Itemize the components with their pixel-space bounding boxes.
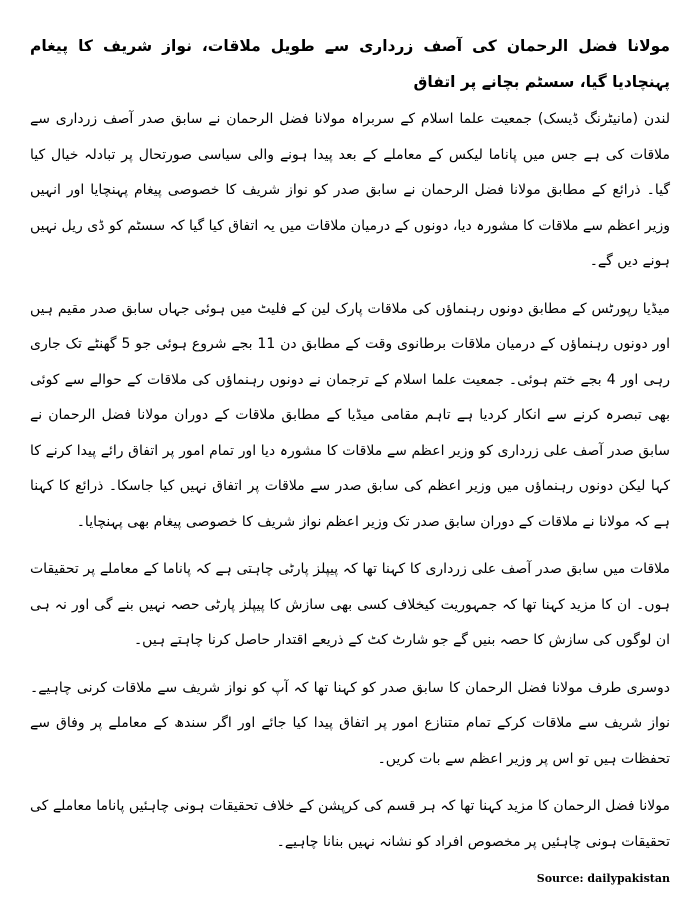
article-paragraph-2: میڈیا رپورٹس کے مطابق دونوں رہنماؤں کی ملاقات پارک لین کے فلیٹ میں ہوئی جہاں سابق صدر مقیم ہیں اور دونوں رہنماؤں کے درمیان ملاقات برطانوی وقت کے مطابق دن 11 بجے شروع ہوئی جو 5 گھنٹے تک جاری رہی اور 4 بجے ختم ہوئی۔ جمعیت علما اسلام کے ترجمان نے دونوں رہنماؤں کی ملاقات کے حوالے سے کوئی بھی تبصرہ کرنے سے انکار کردیا ہے تاہم مقامی میڈیا کے مطابق ملاقات کے دوران مولانا فضل الرحمان نے سابق صدر آصف علی زرداری کو وزیر اعظم سے ملاقات کا مشورہ دیا اور تمام امور پر اتفاق رائے پیدا کرنے کا کہا لیکن دونوں رہنماؤں میں وزیر اعظم کی سابق صدر سے ملاقات پر اتفاق نہیں کیا جاسکا۔ ذرائع کا کہنا ہے کہ مولانا نے ملاقات کے دوران سابق صدر تک وزیر اعظم نواز شریف کا خصوصی پیغام بھی پہنچایا۔ <box>30 300 670 530</box>
article-paragraph-1: لندن (مانیٹرنگ ڈیسک) جمعیت علما اسلام کے سربراہ مولانا فضل الرحمان نے سابق صدر آصف زرداری سے ملاقات کی ہے جس میں پاناما لیکس کے معاملے کے بعد پیدا ہونے والی سیاسی صورتحال پر تبادلہ خیال کیا گیا۔ ذرائع کے مطابق مولانا فضل الرحمان نے سابق صدر کو نواز شریف کا خصوصی پیغام پہنچایا اور انہیں وزیر اعظم سے ملاقات کا مشورہ دیا، دونوں کے درمیان ملاقات میں یہ اتفاق کیا گیا کہ سسٹم کو ڈی ریل نہیں ہونے دیں گے۔ <box>30 111 670 269</box>
article-body <box>30 28 670 872</box>
article-paragraph-5: مولانا فضل الرحمان کا مزید کہنا تھا کہ ہر قسم کی کرپشن کے خلاف تحقیقات ہونی چاہئیں پاناما معاملے کی تحقیقات ہونی چاہئیں پر مخصوص افراد کو نشانہ نہیں بنانا چاہیے۔ <box>30 798 670 850</box>
source-credit: Source: dailypakistan <box>536 872 670 885</box>
article-paragraph-4: دوسری طرف مولانا فضل الرحمان کا سابق صدر کو کہنا تھا کہ آپ کو نواز شریف سے ملاقات کرنی چاہیے۔ نواز شریف سے ملاقات کرکے تمام متنازع امور پر اتفاق پیدا کیا جائے اور اگر سندھ کے معاملے پر وفاق سے تحفظات ہیں تو اس پر وزیر اعظم سے بات کریں۔ <box>30 679 670 767</box>
article-headline: مولانا فضل الرحمان کی آصف زرداری سے طویل ملاقات، نواز شریف کا پیغام پہنچادیا گیا، سسٹم بچانے پر اتفاق <box>30 37 670 91</box>
article-paragraph-3: ملاقات میں سابق صدر آصف علی زرداری کا کہنا تھا کہ پیپلز پارٹی چاہتی ہے کہ پاناما کے معاملے پر تحقیقات ہوں۔ ان کا مزید کہنا تھا کہ جمہوریت کیخلاف کسی بھی سازش کا پیپلز پارٹی حصہ نہیں بنے گی اور نہ ہی ان لوگوں کی سازش کا حصہ بنیں گے جو شارٹ کٹ کے ذریعے اقتدار حاصل کرنا چاہتے ہیں۔ <box>30 561 670 648</box>
